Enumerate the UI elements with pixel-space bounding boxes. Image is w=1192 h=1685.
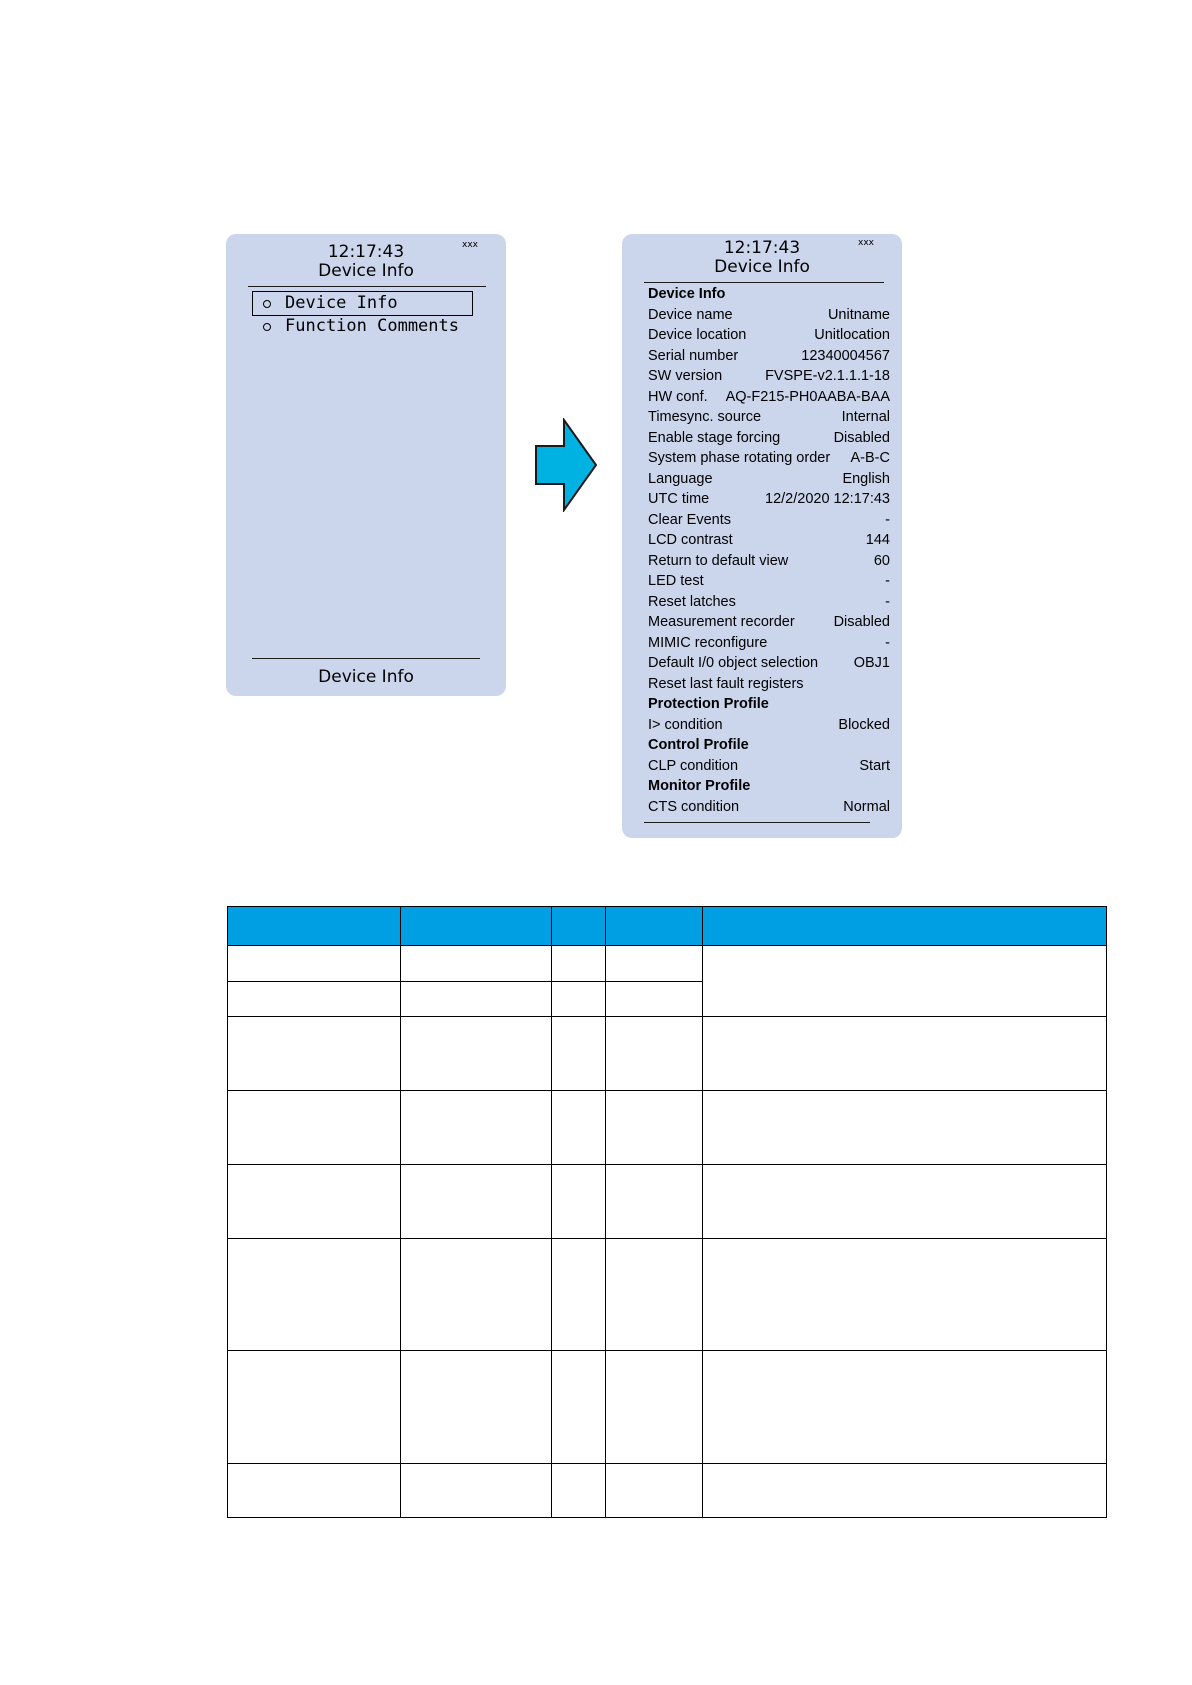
corner-mark: xxx bbox=[462, 240, 478, 250]
device-info-list bbox=[648, 284, 890, 817]
info-row[interactable] bbox=[648, 674, 890, 695]
info-row[interactable] bbox=[648, 797, 890, 818]
screen-title: Device Info bbox=[318, 261, 414, 281]
info-row[interactable] bbox=[648, 346, 890, 367]
info-label: System phase rotating order bbox=[648, 450, 831, 466]
info-label: Reset latches bbox=[648, 593, 736, 610]
section-heading bbox=[648, 284, 890, 305]
info-value: - bbox=[885, 511, 890, 528]
info-row[interactable] bbox=[648, 551, 890, 572]
section-heading bbox=[648, 694, 890, 715]
info-value: Internal bbox=[841, 409, 890, 425]
footer-divider bbox=[644, 822, 870, 823]
table-row bbox=[228, 1091, 1107, 1165]
table-cell bbox=[703, 1165, 1107, 1239]
table-cell bbox=[703, 1464, 1107, 1518]
info-row[interactable] bbox=[648, 510, 890, 531]
clock: 12:17:43 bbox=[723, 238, 801, 258]
info-row[interactable] bbox=[648, 325, 890, 346]
info-row[interactable] bbox=[648, 448, 890, 469]
header-cell bbox=[703, 907, 1107, 946]
table-cell bbox=[228, 1239, 401, 1351]
info-value: AQ-F215-PH0AABA-BAA bbox=[725, 388, 890, 405]
right-arrow-icon bbox=[534, 418, 598, 512]
table-cell bbox=[703, 1239, 1107, 1351]
menu-item-label: Function Comments bbox=[285, 316, 459, 336]
table-cell bbox=[228, 1091, 401, 1165]
info-row[interactable] bbox=[648, 489, 890, 510]
menu-item-function-comments[interactable] bbox=[256, 315, 472, 338]
table-cell bbox=[606, 1239, 703, 1351]
info-label: Device name bbox=[648, 306, 733, 323]
footer-divider bbox=[252, 658, 480, 659]
table-cell bbox=[552, 1017, 606, 1091]
table-cell bbox=[606, 1464, 703, 1518]
table-cell bbox=[401, 1165, 552, 1239]
menu-list bbox=[256, 292, 472, 338]
info-label: Device Info bbox=[648, 286, 726, 302]
left-device-screen bbox=[226, 234, 506, 696]
info-value: FVSPE-v2.1.1.1-18 bbox=[765, 368, 890, 384]
table-cell bbox=[401, 1017, 552, 1091]
info-label: Return to default view bbox=[648, 552, 789, 569]
table-row bbox=[228, 1351, 1107, 1464]
info-row[interactable] bbox=[648, 715, 890, 736]
info-label: CLP condition bbox=[648, 757, 739, 774]
menu-item-label: Device Info bbox=[285, 293, 398, 313]
info-label: Control Profile bbox=[648, 737, 749, 753]
info-value: 144 bbox=[865, 532, 890, 548]
info-row[interactable] bbox=[648, 366, 890, 387]
table-cell bbox=[228, 1165, 401, 1239]
info-value: Disabled bbox=[833, 614, 890, 630]
table-cell bbox=[703, 1351, 1107, 1464]
right-device-screen bbox=[622, 234, 902, 838]
table-cell bbox=[401, 1091, 552, 1165]
info-label: Measurement recorder bbox=[648, 614, 795, 630]
info-label: MIMIC reconfigure bbox=[648, 634, 768, 651]
header-cell bbox=[228, 907, 401, 946]
info-value: A-B-C bbox=[850, 450, 890, 466]
info-value: 12340004567 bbox=[801, 347, 890, 364]
info-label: Clear Events bbox=[648, 511, 732, 528]
table-cell bbox=[401, 1464, 552, 1518]
info-value: Start bbox=[859, 757, 890, 774]
info-row[interactable] bbox=[648, 469, 890, 490]
table-cell bbox=[401, 1239, 552, 1351]
info-label: Reset last fault registers bbox=[648, 675, 804, 692]
screen-title: Device Info bbox=[714, 257, 810, 277]
header-divider bbox=[644, 282, 884, 283]
info-label: I> condition bbox=[648, 716, 723, 733]
info-value: Normal bbox=[843, 798, 890, 815]
bullet-icon bbox=[263, 323, 271, 331]
table-cell bbox=[606, 1017, 703, 1091]
info-row[interactable] bbox=[648, 653, 890, 674]
table-cell bbox=[228, 1464, 401, 1518]
section-heading bbox=[648, 735, 890, 756]
info-label: Device location bbox=[648, 327, 747, 343]
table-cell bbox=[552, 1464, 606, 1518]
info-row[interactable] bbox=[648, 407, 890, 428]
table-cell bbox=[401, 982, 552, 1017]
table-cell bbox=[401, 1351, 552, 1464]
info-value: Unitlocation bbox=[814, 327, 890, 343]
info-label: Default I/0 object selection bbox=[648, 655, 819, 671]
header-cell bbox=[401, 907, 552, 946]
table-cell bbox=[228, 1017, 401, 1091]
table-cell bbox=[606, 1091, 703, 1165]
table-cell bbox=[552, 1091, 606, 1165]
table-cell bbox=[401, 946, 552, 982]
table-cell bbox=[552, 946, 606, 982]
info-value: Blocked bbox=[838, 716, 890, 733]
info-label: LED test bbox=[648, 573, 704, 589]
table-row bbox=[228, 1165, 1107, 1239]
section-heading bbox=[648, 776, 890, 797]
table-cell bbox=[703, 1017, 1107, 1091]
table-header-row bbox=[228, 907, 1107, 946]
table-row bbox=[228, 1239, 1107, 1351]
header-divider bbox=[248, 286, 486, 287]
menu-item-device-info[interactable] bbox=[253, 292, 472, 315]
info-value: Disabled bbox=[833, 429, 890, 446]
info-row[interactable] bbox=[648, 592, 890, 613]
info-value: - bbox=[885, 593, 890, 610]
table-cell bbox=[552, 1351, 606, 1464]
clock: 12:17:43 bbox=[327, 242, 405, 262]
table-cell bbox=[703, 1091, 1107, 1165]
table-cell bbox=[552, 1165, 606, 1239]
table-cell bbox=[606, 982, 703, 1017]
header-cell bbox=[552, 907, 606, 946]
screen-footer: Device Info bbox=[318, 667, 414, 687]
info-row[interactable] bbox=[648, 571, 890, 592]
info-label: Serial number bbox=[648, 347, 739, 364]
parameter-table bbox=[227, 906, 1107, 1518]
info-row[interactable] bbox=[648, 305, 890, 326]
table-cell bbox=[228, 982, 401, 1017]
info-label: UTC time bbox=[648, 491, 710, 507]
table-cell bbox=[228, 1351, 401, 1464]
info-label: Enable stage forcing bbox=[648, 429, 781, 446]
info-value: 60 bbox=[873, 552, 890, 569]
info-row[interactable] bbox=[648, 387, 890, 408]
info-value: OBJ1 bbox=[853, 655, 890, 671]
info-row[interactable] bbox=[648, 530, 890, 551]
info-value: - bbox=[885, 573, 890, 589]
info-value: 12/2/2020 12:17:43 bbox=[765, 491, 890, 507]
info-value: Unitname bbox=[827, 306, 890, 323]
info-label: Language bbox=[648, 470, 713, 487]
info-label: Monitor Profile bbox=[648, 778, 751, 794]
table-row bbox=[228, 1464, 1107, 1518]
info-label: Protection Profile bbox=[648, 696, 769, 712]
table-cell bbox=[606, 1165, 703, 1239]
info-row[interactable] bbox=[648, 612, 890, 633]
table-cell bbox=[606, 946, 703, 982]
info-label: CTS condition bbox=[648, 798, 740, 815]
table-row bbox=[228, 946, 1107, 982]
corner-mark: xxx bbox=[858, 238, 874, 248]
bullet-icon bbox=[263, 300, 271, 308]
table-cell bbox=[606, 1351, 703, 1464]
info-label: Timesync. source bbox=[648, 409, 762, 425]
info-label: SW version bbox=[648, 368, 723, 384]
info-value: English bbox=[842, 470, 890, 487]
info-row[interactable] bbox=[648, 756, 890, 777]
info-label: LCD contrast bbox=[648, 532, 733, 548]
table-cell bbox=[552, 982, 606, 1017]
info-label: HW conf. bbox=[648, 388, 708, 405]
table-row bbox=[228, 1017, 1107, 1091]
info-row[interactable] bbox=[648, 428, 890, 449]
info-value: - bbox=[885, 634, 890, 651]
table-cell bbox=[228, 946, 401, 982]
info-row[interactable] bbox=[648, 633, 890, 654]
header-cell bbox=[606, 907, 703, 946]
table-cell bbox=[703, 946, 1107, 1017]
table-cell bbox=[552, 1239, 606, 1351]
